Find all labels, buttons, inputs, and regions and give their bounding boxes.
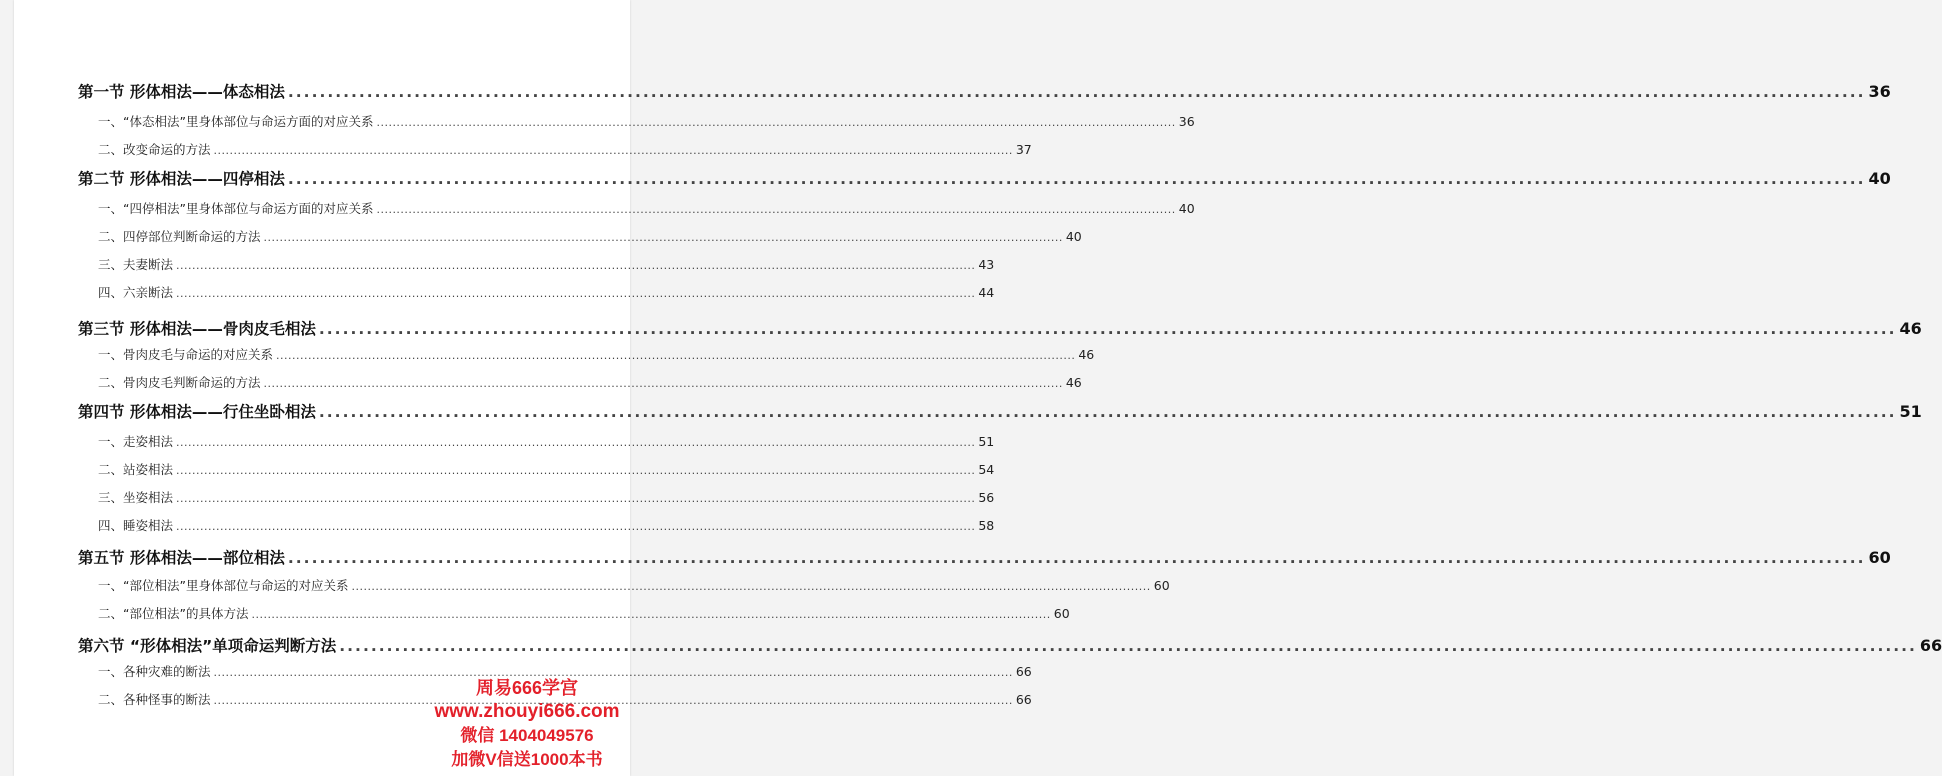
toc-page-number: 44 [978,285,995,300]
toc-item-row[interactable] [78,199,1195,217]
toc-entry-title: 三、坐姿相法 [98,490,174,505]
toc-dot-leader: ........................................................................................................................................................................................................ [263,231,1063,244]
toc-item-row[interactable] [78,112,1195,130]
toc-dot-leader: ........................................................................................................................................................................................................ [263,377,1063,390]
toc-entry-title: 一、“体态相法”里身体部位与命运方面的对应关系 [98,114,374,129]
toc-dot-leader: ........................................................................................................................................................................................................ [376,116,1176,129]
watermark-wechat: 微信 1404049576 [460,726,594,745]
toc-entry-title: 二、四停部位判断命运的方法 [98,229,261,244]
toc-page-number: 46 [1065,375,1082,390]
toc-entry-title: 二、各种怪事的断法 [98,692,211,707]
toc-dot-leader: ........................................................................................................................................................................................................ [339,637,1917,655]
toc-item-row[interactable] [78,516,995,534]
toc-page-number: 58 [978,518,995,533]
toc-section-row[interactable] [78,317,1922,339]
toc-item-row[interactable] [78,604,1070,622]
toc-item-row[interactable] [78,432,995,450]
toc-dot-leader: ........................................................................................................................................................................................................ [318,403,1897,421]
toc-page-number: 36 [1868,82,1891,101]
toc-dot-leader: ........................................................................................................................................................................................................ [213,694,1013,707]
toc-dot-leader: ........................................................................................................................................................................................................ [213,144,1013,157]
toc-page-number: 56 [978,490,995,505]
toc-dot-leader: ........................................................................................................................................................................................................ [251,608,1051,621]
toc-entry-title: 一、“四停相法”里身体部位与命运方面的对应关系 [98,201,374,216]
watermark-title: 周易666学宫 [475,678,579,698]
toc-item-row[interactable] [78,255,995,273]
toc-page-number: 46 [1078,347,1095,362]
toc-page-number: 66 [1015,664,1032,679]
watermark-promo: 加微V信送1000本书 [451,750,603,769]
toc-item-row[interactable] [78,460,995,478]
toc-section-row[interactable] [78,80,1891,102]
toc-dot-leader: ........................................................................................................................................................................................................ [176,259,976,272]
toc-entry-title: 第五节 形体相法——部位相法 [78,549,285,567]
toc-dot-leader: ........................................................................................................................................................................................................ [287,83,1866,101]
toc-dot-leader: ........................................................................................................................................................................................................ [176,436,976,449]
toc-entry-title: 四、睡姿相法 [98,518,174,533]
toc-page-number: 40 [1868,169,1891,188]
toc-entry-title: 第六节 “形体相法”单项命运判断方法 [78,637,337,655]
toc-section-row[interactable] [78,634,1942,656]
toc-entry-title: 二、骨肉皮毛判断命运的方法 [98,375,261,390]
toc-entry-title: 四、六亲断法 [98,285,174,300]
toc-page-number: 60 [1153,578,1170,593]
toc-entry-title: 二、“部位相法”的具体方法 [98,606,249,621]
toc-dot-leader: ........................................................................................................................................................................................................ [276,349,1076,362]
toc-section-row[interactable] [78,167,1891,189]
toc-page-number: 60 [1053,606,1070,621]
toc-dot-leader: ........................................................................................................................................................................................................ [287,549,1866,567]
toc-dot-leader: ........................................................................................................................................................................................................ [176,287,976,300]
toc-page-number: 36 [1178,114,1195,129]
document-page [14,0,1942,776]
toc-page-number: 40 [1178,201,1195,216]
toc-page-number: 37 [1015,142,1032,157]
watermark [422,676,632,772]
toc-page-number: 54 [978,462,995,477]
toc-item-row[interactable] [78,345,1095,363]
toc-dot-leader: ........................................................................................................................................................................................................ [176,464,976,477]
toc-item-row[interactable] [78,373,1082,391]
toc-entry-title: 一、“部位相法”里身体部位与命运的对应关系 [98,578,349,593]
toc-item-row[interactable] [78,576,1170,594]
toc-item-row[interactable] [78,140,1032,158]
toc-dot-leader: ........................................................................................................................................................................................................ [376,203,1176,216]
toc-dot-leader: ........................................................................................................................................................................................................ [318,320,1897,338]
toc-entry-title: 第四节 形体相法——行住坐卧相法 [78,403,316,421]
toc-page-number: 51 [978,434,995,449]
toc-item-row[interactable] [78,227,1082,245]
toc-dot-leader: ........................................................................................................................................................................................................ [176,520,976,533]
toc-section-row[interactable] [78,400,1922,422]
toc-page-number: 40 [1065,229,1082,244]
toc-entry-title: 二、站姿相法 [98,462,174,477]
toc-item-row[interactable] [78,283,995,301]
toc-section-row[interactable] [78,546,1891,568]
watermark-url: www.zhouyi666.com [434,701,620,722]
toc-entry-title: 三、夫妻断法 [98,257,174,272]
toc-entry-title: 一、各种灾难的断法 [98,664,211,679]
toc-entry-title: 二、改变命运的方法 [98,142,211,157]
toc-page-number: 66 [1015,692,1032,707]
toc-entry-title: 第三节 形体相法——骨肉皮毛相法 [78,320,316,338]
toc-dot-leader: ........................................................................................................................................................................................................ [287,170,1866,188]
toc-page-number: 43 [978,257,995,272]
toc-page-number: 46 [1899,319,1922,338]
toc-page-number: 66 [1919,636,1942,655]
toc-page-number: 60 [1868,548,1891,567]
toc-item-row[interactable] [78,488,995,506]
toc-dot-leader: ........................................................................................................................................................................................................ [351,580,1151,593]
toc-entry-title: 一、走姿相法 [98,434,174,449]
toc-dot-leader: ........................................................................................................................................................................................................ [176,492,976,505]
toc-entry-title: 第一节 形体相法——体态相法 [78,83,285,101]
toc-page-number: 51 [1899,402,1922,421]
toc-entry-title: 一、骨肉皮毛与命运的对应关系 [98,347,274,362]
toc-dot-leader: ........................................................................................................................................................................................................ [213,666,1013,679]
toc-entry-title: 第二节 形体相法——四停相法 [78,170,285,188]
